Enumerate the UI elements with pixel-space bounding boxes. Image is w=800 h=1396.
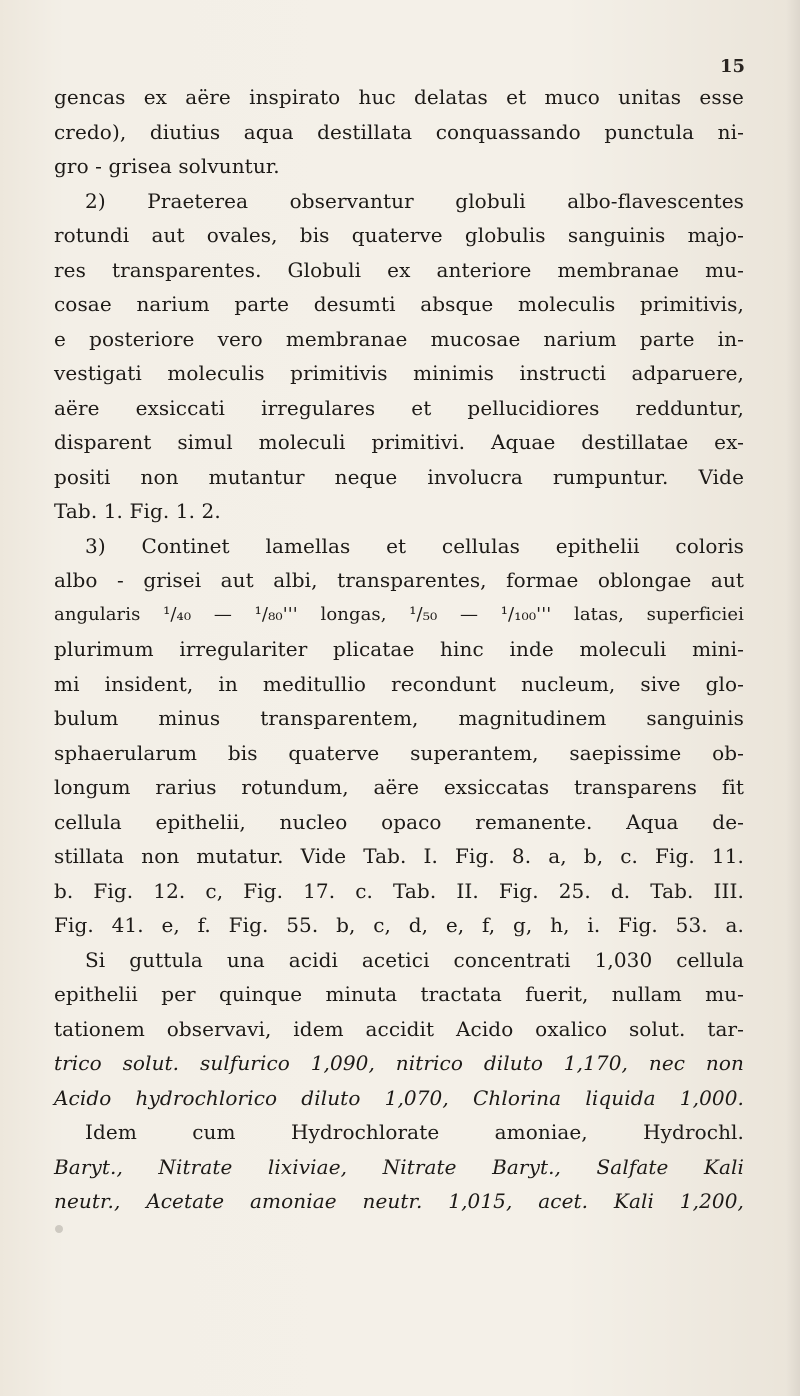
text-line: positi non mutantur neque involucra rumpuntur. Vide xyxy=(54,464,744,489)
text-line: albo - grisei aut albi, transparentes, formae oblongae aut xyxy=(54,568,744,592)
reference-line: stillata non mutatur. Vide Tab. I. Fig. 8. a, b, c. Fig. 11. xyxy=(54,844,744,868)
text-line: Tab. 1. Fig. 1. 2. xyxy=(54,499,221,523)
text-line: gro - grisea solvuntur. xyxy=(54,154,280,178)
text-line: tationem observavi, idem accidit Acido oxalico solut. tar- xyxy=(54,1016,744,1041)
text-line: mi insident, in meditullio recondunt nucleum, sive glo- xyxy=(54,671,744,696)
text-line: cellula epithelii, nucleo opaco remanente. Aqua de- xyxy=(54,809,744,834)
text-line: neutr., Acetate amoniae neutr. 1,015, acet. Kali 1,200, xyxy=(54,1189,744,1213)
text-line: longum rarius rotundum, aëre exsiccatas transparens fit xyxy=(54,775,744,799)
page-number: 15 xyxy=(720,56,746,77)
ink-spot xyxy=(55,1225,63,1233)
paragraph-start-line: Si guttula una acidi acetici concentrati 1,030 cellula xyxy=(85,947,744,972)
text-line: credo), diutius aqua destillata conquassando punctula ni- xyxy=(54,119,744,144)
text-line: rotundi aut ovales, bis quaterve globulis sanguinis majo- xyxy=(54,223,744,247)
text-line: aëre exsiccati irregulares et pellucidiores redduntur, xyxy=(54,395,744,420)
text-line: gencas ex aëre inspirato huc delatas et muco unitas esse xyxy=(54,85,744,109)
text-line: vestigati moleculis primitivis minimis instructi adparuere, xyxy=(54,361,744,385)
measurement-line: angularis ¹/₄₀ — ¹/₈₀''' longas, ¹/₅₀ — ¹/₁₀₀''' latas, superficiei xyxy=(54,603,744,625)
text-line: epithelii per quinque minuta tractata fuerit, nullam mu- xyxy=(54,982,744,1006)
body-text xyxy=(54,80,744,1219)
text-line: plurimum irregulariter plicatae hinc inde moleculi mini- xyxy=(54,637,744,661)
text-line: Acido hydrochlorico diluto 1,070, Chlorina liquida 1,000. xyxy=(54,1085,744,1110)
text-line: trico solut. sulfurico 1,090, nitrico diluto 1,170, nec non xyxy=(54,1051,744,1075)
page-fold-shadow xyxy=(786,0,800,1396)
paragraph-start-line: 2) Praeterea observantur globuli albo-flavescentes xyxy=(85,188,744,213)
text-line: disparent simul moleculi primitivi. Aquae destillatae ex- xyxy=(54,430,744,454)
text-line: res transparentes. Globuli ex anteriore membranae mu- xyxy=(54,257,744,282)
text-line: Baryt., Nitrate lixiviae, Nitrate Baryt., Salfate Kali xyxy=(54,1154,744,1179)
paragraph-start-line: 3) Continet lamellas et cellulas epithelii coloris xyxy=(85,533,744,558)
reference-line: b. Fig. 12. c, Fig. 17. c. Tab. II. Fig. 25. d. Tab. III. xyxy=(54,878,744,903)
text-line: bulum minus transparentem, magnitudinem sanguinis xyxy=(54,706,744,730)
reference-line: Fig. 41. e, f. Fig. 55. b, c, d, e, f, g, h, i. Fig. 53. a. xyxy=(54,913,744,937)
text-line: cosae narium parte desumti absque moleculis primitivis, xyxy=(54,292,744,316)
text-line: sphaerularum bis quaterve superantem, saepissime ob- xyxy=(54,740,744,765)
text-line: e posteriore vero membranae mucosae narium parte in- xyxy=(54,326,744,351)
text-line: Idem cum Hydrochlorate amoniae, Hydrochl. xyxy=(85,1120,744,1144)
